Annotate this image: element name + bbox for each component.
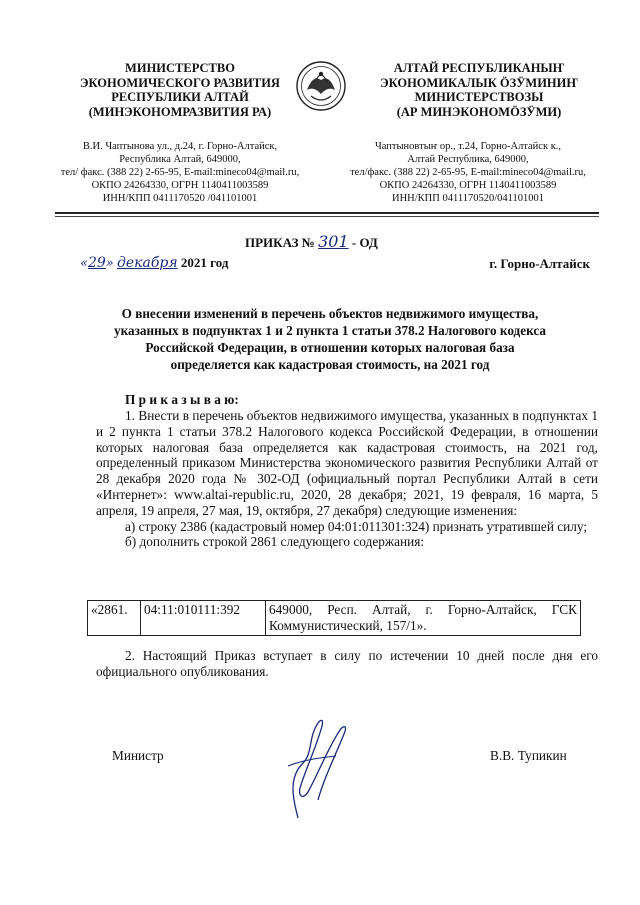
header-right-line1: АЛТАЙ РЕСПУБЛИКАНЫҤ — [393, 61, 565, 75]
header-right — [348, 61, 610, 119]
order-title — [245, 232, 485, 251]
table-cell-cadastral: 04:11:010111:392 — [141, 601, 266, 636]
table-cell-number: «2861. — [88, 601, 141, 636]
order-prefix: ПРИКАЗ № — [245, 235, 315, 250]
header-left-line3: РЕСПУБЛИКИ АЛТАЙ — [111, 90, 249, 104]
address-left-line1: В.И. Чаптынова ул., д.24, г. Горно-Алтайск, — [82, 141, 278, 152]
amendment-table — [87, 600, 581, 636]
order-subject — [95, 305, 565, 373]
order-date — [80, 255, 300, 271]
table-row — [88, 601, 581, 636]
subject-line1: О внесении изменений в перечень объектов недвижимого имущества, — [121, 306, 539, 321]
address-right-line3: тел/факс. (388 22) 2-65-95, E-mail:mineco04@mail.ru, — [350, 167, 586, 178]
header-divider — [55, 212, 599, 214]
subject-line4: определяется как кадастровая стоимость, на 2021 год — [170, 357, 490, 372]
date-day: 29 — [87, 255, 106, 271]
address-right-line1: Чаптыновтыҥ ор., т.24, Горно-Алтайск к., — [374, 141, 562, 152]
paragraph-2: 2. Настоящий Приказ вступает в силу по истечении 10 дней после дня его официального опубликования. — [96, 648, 598, 679]
header-right-line4: (АР МИНЭКОНОМӦЗӰМИ) — [396, 104, 562, 119]
address-right-line4: ОКПО 24264330, ОГРН 1140411003589 — [379, 180, 557, 191]
orders-word: П р и к а з ы в а ю: — [125, 392, 239, 407]
address-left-line2: Республика Алтай, 649000, — [119, 154, 241, 165]
address-left-line4: ОКПО 24264330, ОГРН 1140411003589 — [91, 180, 269, 191]
address-left-line3: тел/ факс. (388 22) 2-65-95, E-mail:mineco04@mail.ru, — [60, 167, 300, 178]
paragraph-1a: а) строку 2386 (кадастровый номер 04:01:011301:324) признать утратившей силу; — [125, 518, 588, 534]
order-body — [96, 408, 598, 550]
address-left — [30, 140, 330, 205]
signatory-name: В.В. Тупикин — [490, 748, 567, 763]
date-year: 2021 год — [180, 255, 229, 270]
order-number: 301 — [318, 232, 349, 251]
table-cell-address: 649000, Респ. Алтай, г. Горно-Алтайск, ГСК Коммунистический, 157/1». — [266, 601, 581, 636]
header-right-line2: ЭКОНОМИКАЛЫК ӦЗӰМИНИҤ — [380, 75, 578, 90]
date-month: декабря — [117, 255, 178, 271]
header-left-line2: ЭКОНОМИЧЕСКОГО РАЗВИТИЯ — [80, 75, 280, 90]
emblem-icon — [295, 60, 347, 112]
order-suffix: - ОД — [351, 235, 378, 250]
header-left-line1: МИНИСТЕРСТВО — [125, 61, 235, 75]
header-left — [45, 61, 315, 119]
handwritten-signature — [258, 708, 358, 823]
header-right-line3: МИНИСТЕРСТВОЗЫ — [414, 90, 544, 104]
subject-line2: указанных в подпунктах 1 и 2 пункта 1 статьи 378.2 Налогового кодекса — [114, 323, 546, 338]
paragraph-1: 1. Внести в перечень объектов недвижимого имущества, указанных в подпунктах 1 и 2 пункта 1 статьи 378.2 Налогового кодекса Российской Федерации, в отношении которых налоговая база определяется как кадастровая стоимость, на 2021 год, определенный приказом Министерства экономического развития Республики Алтай от 28 декабря 2020 года № 302-ОД (официальный портал Республики Алтай в сети «Интернет»: www.altai-republic.ru, 2020, 28 декабря; 2021, 19 февраля, 16 марта, 5 апреля, 19 апреля, 27 мая, 19, октября, 27 декабря) следующие изменения: — [96, 408, 598, 518]
header-divider-thin — [55, 216, 599, 217]
header-left-line4: (МИНЭКОНОМРАЗВИТИЯ РА) — [88, 104, 272, 119]
signatory-title: Министр — [112, 748, 164, 763]
paragraph-1b: б) дополнить строкой 2861 следующего содержания: — [125, 534, 425, 550]
subject-line3: Российской Федерации, в отношении которых налоговая база — [145, 340, 515, 355]
address-right — [318, 140, 618, 205]
address-right-line5: ИНН/КПП 0411170520/041101001 — [392, 193, 544, 204]
order-city: г. Горно-Алтайск — [489, 256, 590, 271]
address-right-line2: Алтай Республика, 649000, — [407, 154, 529, 165]
order-body-2 — [96, 648, 598, 680]
date-open-quote: « — [80, 256, 88, 271]
address-left-line5: ИНН/КПП 0411170520 /041101001 — [102, 193, 258, 204]
date-close-quote: » — [105, 256, 114, 271]
